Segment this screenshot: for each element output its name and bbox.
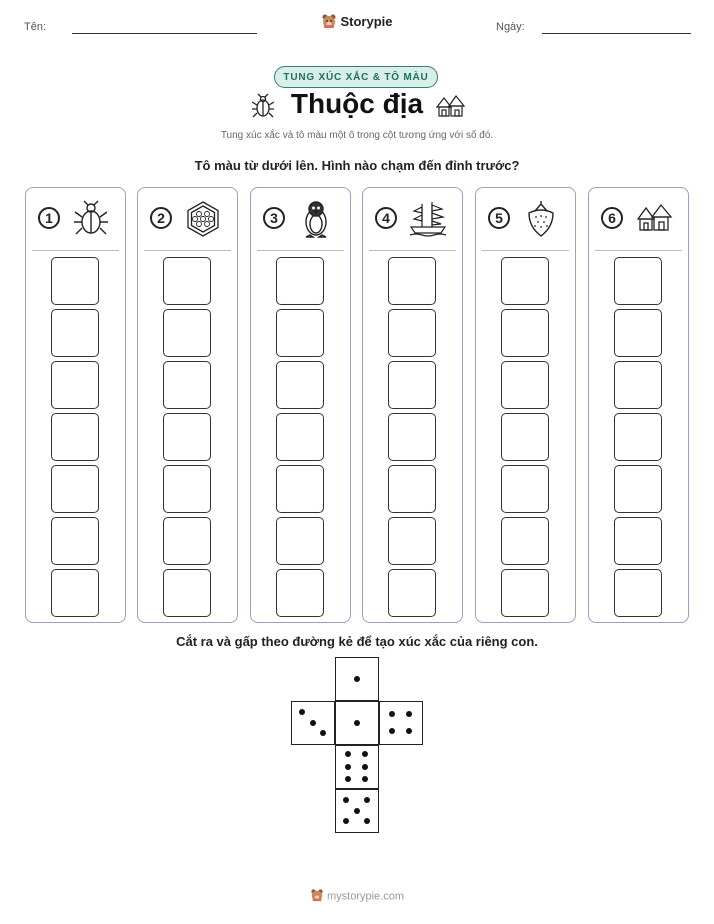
color-cell[interactable] <box>388 517 436 565</box>
column-divider <box>144 250 231 251</box>
column-1 <box>25 187 126 623</box>
activity-badge: TUNG XÚC XẮC & TÔ MÀU <box>274 66 438 88</box>
column-4 <box>362 187 463 623</box>
color-cell[interactable] <box>501 569 549 617</box>
dice-pip <box>362 776 368 782</box>
column-number: 1 <box>38 207 60 229</box>
color-cell[interactable] <box>163 569 211 617</box>
color-cell[interactable] <box>614 413 662 461</box>
color-cell[interactable] <box>614 465 662 513</box>
color-cell[interactable] <box>163 309 211 357</box>
color-cell[interactable] <box>501 309 549 357</box>
date-line <box>542 33 691 34</box>
color-cell[interactable] <box>51 413 99 461</box>
dice-face-1 <box>335 657 379 701</box>
dice-pip <box>320 730 326 736</box>
color-cell[interactable] <box>163 517 211 565</box>
color-cell[interactable] <box>614 361 662 409</box>
color-cell[interactable] <box>276 257 324 305</box>
color-cell[interactable] <box>388 309 436 357</box>
cut-instruction: Cắt ra và gấp theo đường kẻ để tạo xúc xắc của riêng con. <box>176 634 538 649</box>
footer <box>0 888 714 905</box>
color-cell[interactable] <box>614 257 662 305</box>
footer-url: mystorypie.com <box>326 890 405 903</box>
page-title <box>0 88 714 120</box>
color-cell[interactable] <box>388 413 436 461</box>
column-5 <box>475 187 576 623</box>
column-number: 2 <box>150 207 172 229</box>
dice-pip <box>354 808 360 814</box>
color-cell[interactable] <box>501 413 549 461</box>
ship-icon <box>408 199 448 239</box>
dice-pip <box>364 818 370 824</box>
dice-pip <box>343 818 349 824</box>
dice-face-1 <box>335 701 379 745</box>
column-divider <box>369 250 456 251</box>
bear-icon <box>321 13 337 32</box>
color-cell[interactable] <box>51 465 99 513</box>
column-2 <box>137 187 238 623</box>
color-cell[interactable] <box>501 361 549 409</box>
dice-pip <box>310 720 316 726</box>
beetle-icon <box>71 199 111 239</box>
color-cell[interactable] <box>501 257 549 305</box>
column-divider <box>482 250 569 251</box>
dice-pip <box>354 720 360 726</box>
huts-icon <box>634 199 674 239</box>
penguin-icon <box>296 199 336 239</box>
column-number: 6 <box>601 207 623 229</box>
color-cell[interactable] <box>51 309 99 357</box>
color-cell[interactable] <box>51 569 99 617</box>
dice-pip <box>389 728 395 734</box>
dice-pip <box>299 709 305 715</box>
honeycomb-icon <box>183 199 223 239</box>
dice-pip <box>364 797 370 803</box>
color-cell[interactable] <box>388 569 436 617</box>
dice-pip <box>345 776 351 782</box>
color-cell[interactable] <box>276 361 324 409</box>
brand-name: Storypie <box>340 13 393 29</box>
dice-pip <box>362 751 368 757</box>
color-cell[interactable] <box>276 517 324 565</box>
column-number: 4 <box>375 207 397 229</box>
name-line <box>72 33 257 34</box>
color-cell[interactable] <box>163 361 211 409</box>
beetle-icon <box>250 93 276 124</box>
dice-pip <box>406 728 412 734</box>
dice-face-4 <box>379 701 423 745</box>
color-cell[interactable] <box>388 361 436 409</box>
dice-pip <box>354 676 360 682</box>
dice-face-3 <box>291 701 335 745</box>
color-cell[interactable] <box>614 309 662 357</box>
color-cell[interactable] <box>276 309 324 357</box>
color-cell[interactable] <box>51 361 99 409</box>
color-cell[interactable] <box>163 413 211 461</box>
dice-pip <box>362 764 368 770</box>
color-cell[interactable] <box>276 413 324 461</box>
color-cell[interactable] <box>614 569 662 617</box>
huts-icon <box>434 93 466 124</box>
dice-face-6 <box>335 745 379 789</box>
color-cell[interactable] <box>163 257 211 305</box>
column-6 <box>588 187 689 623</box>
color-cell[interactable] <box>163 465 211 513</box>
color-cell[interactable] <box>614 517 662 565</box>
column-number: 3 <box>263 207 285 229</box>
dice-pip <box>389 711 395 717</box>
column-number: 5 <box>488 207 510 229</box>
column-3 <box>250 187 351 623</box>
dice-pip <box>345 764 351 770</box>
column-divider <box>32 250 119 251</box>
color-cell[interactable] <box>276 465 324 513</box>
instruction: Tô màu từ dưới lên. Hình nào chạm đến đỉnh trước? <box>194 158 520 173</box>
color-cell[interactable] <box>276 569 324 617</box>
color-cell[interactable] <box>51 517 99 565</box>
brand-logo <box>0 13 714 32</box>
column-divider <box>595 250 682 251</box>
color-cell[interactable] <box>501 465 549 513</box>
color-cell[interactable] <box>501 517 549 565</box>
color-cell[interactable] <box>388 465 436 513</box>
dice-pip <box>343 797 349 803</box>
strawberry-icon <box>521 199 561 239</box>
color-cell[interactable] <box>388 257 436 305</box>
footer-bear-icon <box>310 888 324 905</box>
title-text: Thuộc địa <box>290 88 424 119</box>
date-label: Ngày: <box>496 21 525 33</box>
dice-pip <box>345 751 351 757</box>
name-label: Tên: <box>24 21 47 33</box>
color-cell[interactable] <box>51 257 99 305</box>
dice-pip <box>406 711 412 717</box>
dice-face-5 <box>335 789 379 833</box>
subtitle: Tung xúc xắc và tô màu một ô trong cột tương ứng với số đó. <box>220 130 494 141</box>
column-divider <box>257 250 344 251</box>
